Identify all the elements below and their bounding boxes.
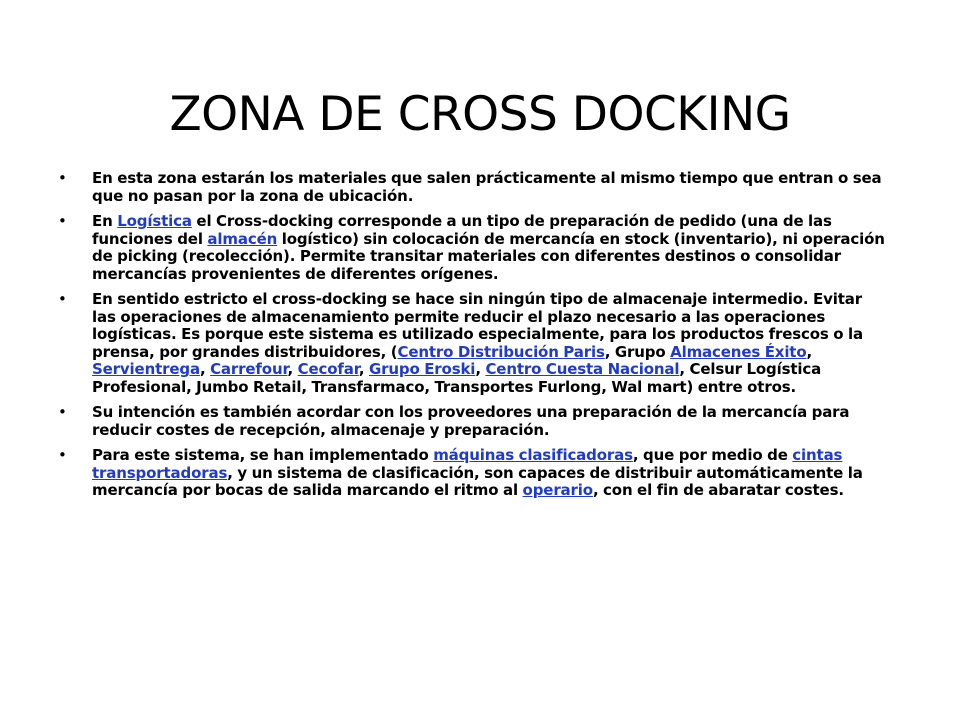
hyperlink[interactable]: almacén [207,229,278,248]
bullet-text: , y un sistema de clasificación, son capaces de distribuir automáticamente la mercancía por bocas de salida marcando el ritmo al [92,463,863,499]
bullet-item [58,291,888,396]
hyperlink[interactable]: máquinas clasificadoras [433,446,633,464]
bullet-text: En [92,212,118,230]
bullet-text: , [358,360,369,378]
bullet-text: , [806,342,813,361]
bullet-marker: • [58,446,67,464]
bullet-text: En esta zona estarán los materiales que salen prácticamente al mismo tiempo que entran o sea que no pasan por la zona de ubicación. [92,169,882,205]
bullet-list [58,170,888,508]
bullet-text: , Celsur Logística Profesional, Jumbo Retail, Transfarmaco, Transportes Furlong, Wal mart) entre otros. [92,360,822,396]
bullet-text: , que por medio de [632,446,793,464]
bullet-item [58,447,888,500]
bullet-marker: • [58,169,67,187]
bullet-marker: • [58,403,67,421]
hyperlink[interactable]: cintas transportadoras [92,446,843,482]
hyperlink[interactable]: Grupo Eroski [368,360,476,378]
hyperlink[interactable]: Servientrega [92,360,200,378]
bullet-text: En sentido estricto el cross-docking se hace sin ningún tipo de almacenaje intermedio. Evitar las operaciones de almacenamiento permite reducir el plazo necesario a las operaciones logísticas. Es porque este sistema es utilizado especialmente, para los productos frescos o la prensa, por grandes distribuidores, ( [92,290,863,361]
bullet-text: , [287,360,298,378]
bullet-item [58,404,888,439]
hyperlink[interactable]: Centro Distribución Paris [397,342,605,361]
bullet-text: , [475,360,486,378]
bullet-item [58,170,888,205]
bullet-item [58,213,888,283]
hyperlink[interactable]: Almacenes Éxito [670,342,807,361]
bullet-text: Su intención es también acordar con los proveedores una preparación de la mercancía para reducir costes de recepción, almacenaje y preparación. [92,403,850,439]
hyperlink[interactable]: operario [522,481,593,499]
hyperlink[interactable]: Cecofar [297,360,359,378]
bullet-marker: • [58,212,67,230]
bullet-text: , con el fin de abaratar costes. [592,481,844,499]
bullet-text: Para este sistema, se han implementado [92,446,434,464]
bullet-text: , Grupo [604,342,671,361]
slide-title: ZONA DE CROSS DOCKING [169,87,791,143]
bullet-text: logístico) sin colocación de mercancía en stock (inventario), ni operación de picking (recolección). Permite transitar materiales con diferentes destinos o consolidar mercancías provenientes de diferentes orígenes. [92,229,885,283]
bullet-marker: • [58,290,67,308]
hyperlink[interactable]: Carrefour [210,360,288,378]
hyperlink[interactable]: Logística [117,212,192,230]
bullet-text: , [199,360,211,378]
bullet-text: el Cross-docking corresponde a un tipo de preparación de pedido (una de las funciones del [92,212,832,248]
hyperlink[interactable]: Centro Cuesta Nacional [485,360,680,378]
